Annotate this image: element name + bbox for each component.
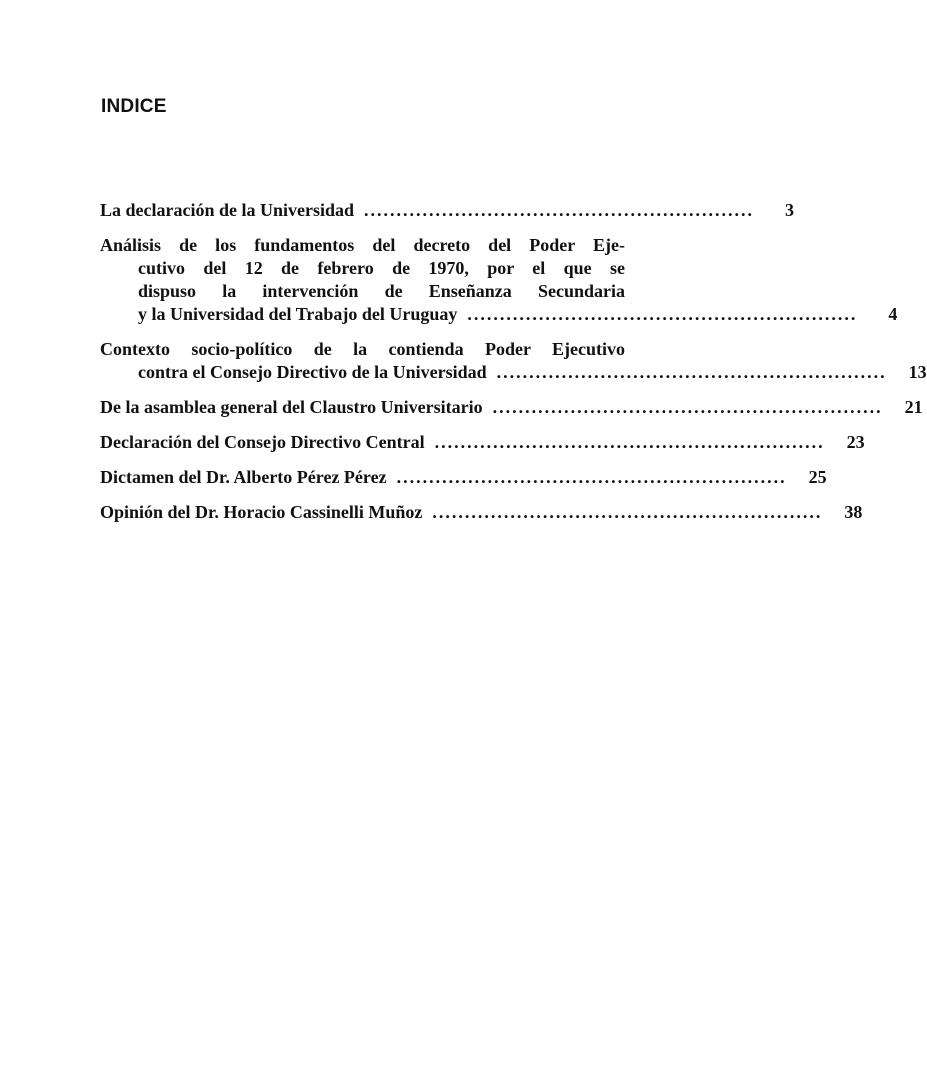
dot-leader: ............................................................ — [434, 432, 825, 452]
toc-entry-title: Análisis de los fundamentos del decreto del Poder Eje- — [100, 235, 625, 255]
dot-leader: ............................................................ — [492, 397, 883, 417]
toc-entry-title: La declaración de la Universidad — [100, 200, 355, 220]
dot-leader: ............................................................ — [432, 502, 823, 522]
toc-entry-title: Contexto socio-político de la contienda Poder Ejecutivo — [100, 339, 625, 359]
toc-entry-title: De la asamblea general del Claustro Universitario — [100, 397, 483, 417]
toc-entry-3[interactable] — [100, 338, 927, 384]
toc-entry-4[interactable] — [100, 396, 923, 419]
toc-entry-6[interactable] — [100, 466, 827, 489]
toc-entry-5[interactable] — [100, 431, 865, 454]
toc-entry-title: Opinión del Dr. Horacio Cassinelli Muñoz — [100, 502, 423, 522]
dot-leader: ............................................................ — [467, 304, 858, 324]
dot-leader: ............................................................ — [364, 200, 755, 220]
index-heading: INDICE — [101, 96, 167, 117]
toc-page-number: 21 — [904, 397, 923, 417]
dot-leader: ............................................................ — [496, 362, 887, 382]
toc-page-number: 25 — [808, 467, 827, 487]
toc-page-number: 13 — [908, 362, 927, 382]
toc-entry-title: Declaración del Consejo Directivo Central — [100, 432, 425, 452]
toc-page-number: 23 — [846, 432, 865, 452]
toc-page-number: 38 — [844, 502, 863, 522]
table-of-contents — [100, 199, 927, 536]
toc-page-number: 3 — [785, 200, 795, 220]
toc-page-number: 4 — [888, 304, 898, 324]
toc-entry-title-continuation: y la Universidad del Trabajo del Uruguay — [138, 304, 458, 324]
toc-entry-title-continuation: dispuso la intervención de Enseñanza Secundaria — [138, 281, 625, 301]
toc-entry-title-continuation: contra el Consejo Directivo de la Universidad — [138, 362, 487, 382]
toc-entry-7[interactable] — [100, 501, 863, 524]
toc-entry-title: Dictamen del Dr. Alberto Pérez Pérez — [100, 467, 387, 487]
toc-entry-title-continuation: cutivo del 12 de febrero de 1970, por el que se — [138, 258, 625, 278]
toc-entry-2[interactable] — [100, 234, 898, 326]
toc-entry-1[interactable] — [100, 199, 795, 222]
dot-leader: ............................................................ — [396, 467, 787, 487]
